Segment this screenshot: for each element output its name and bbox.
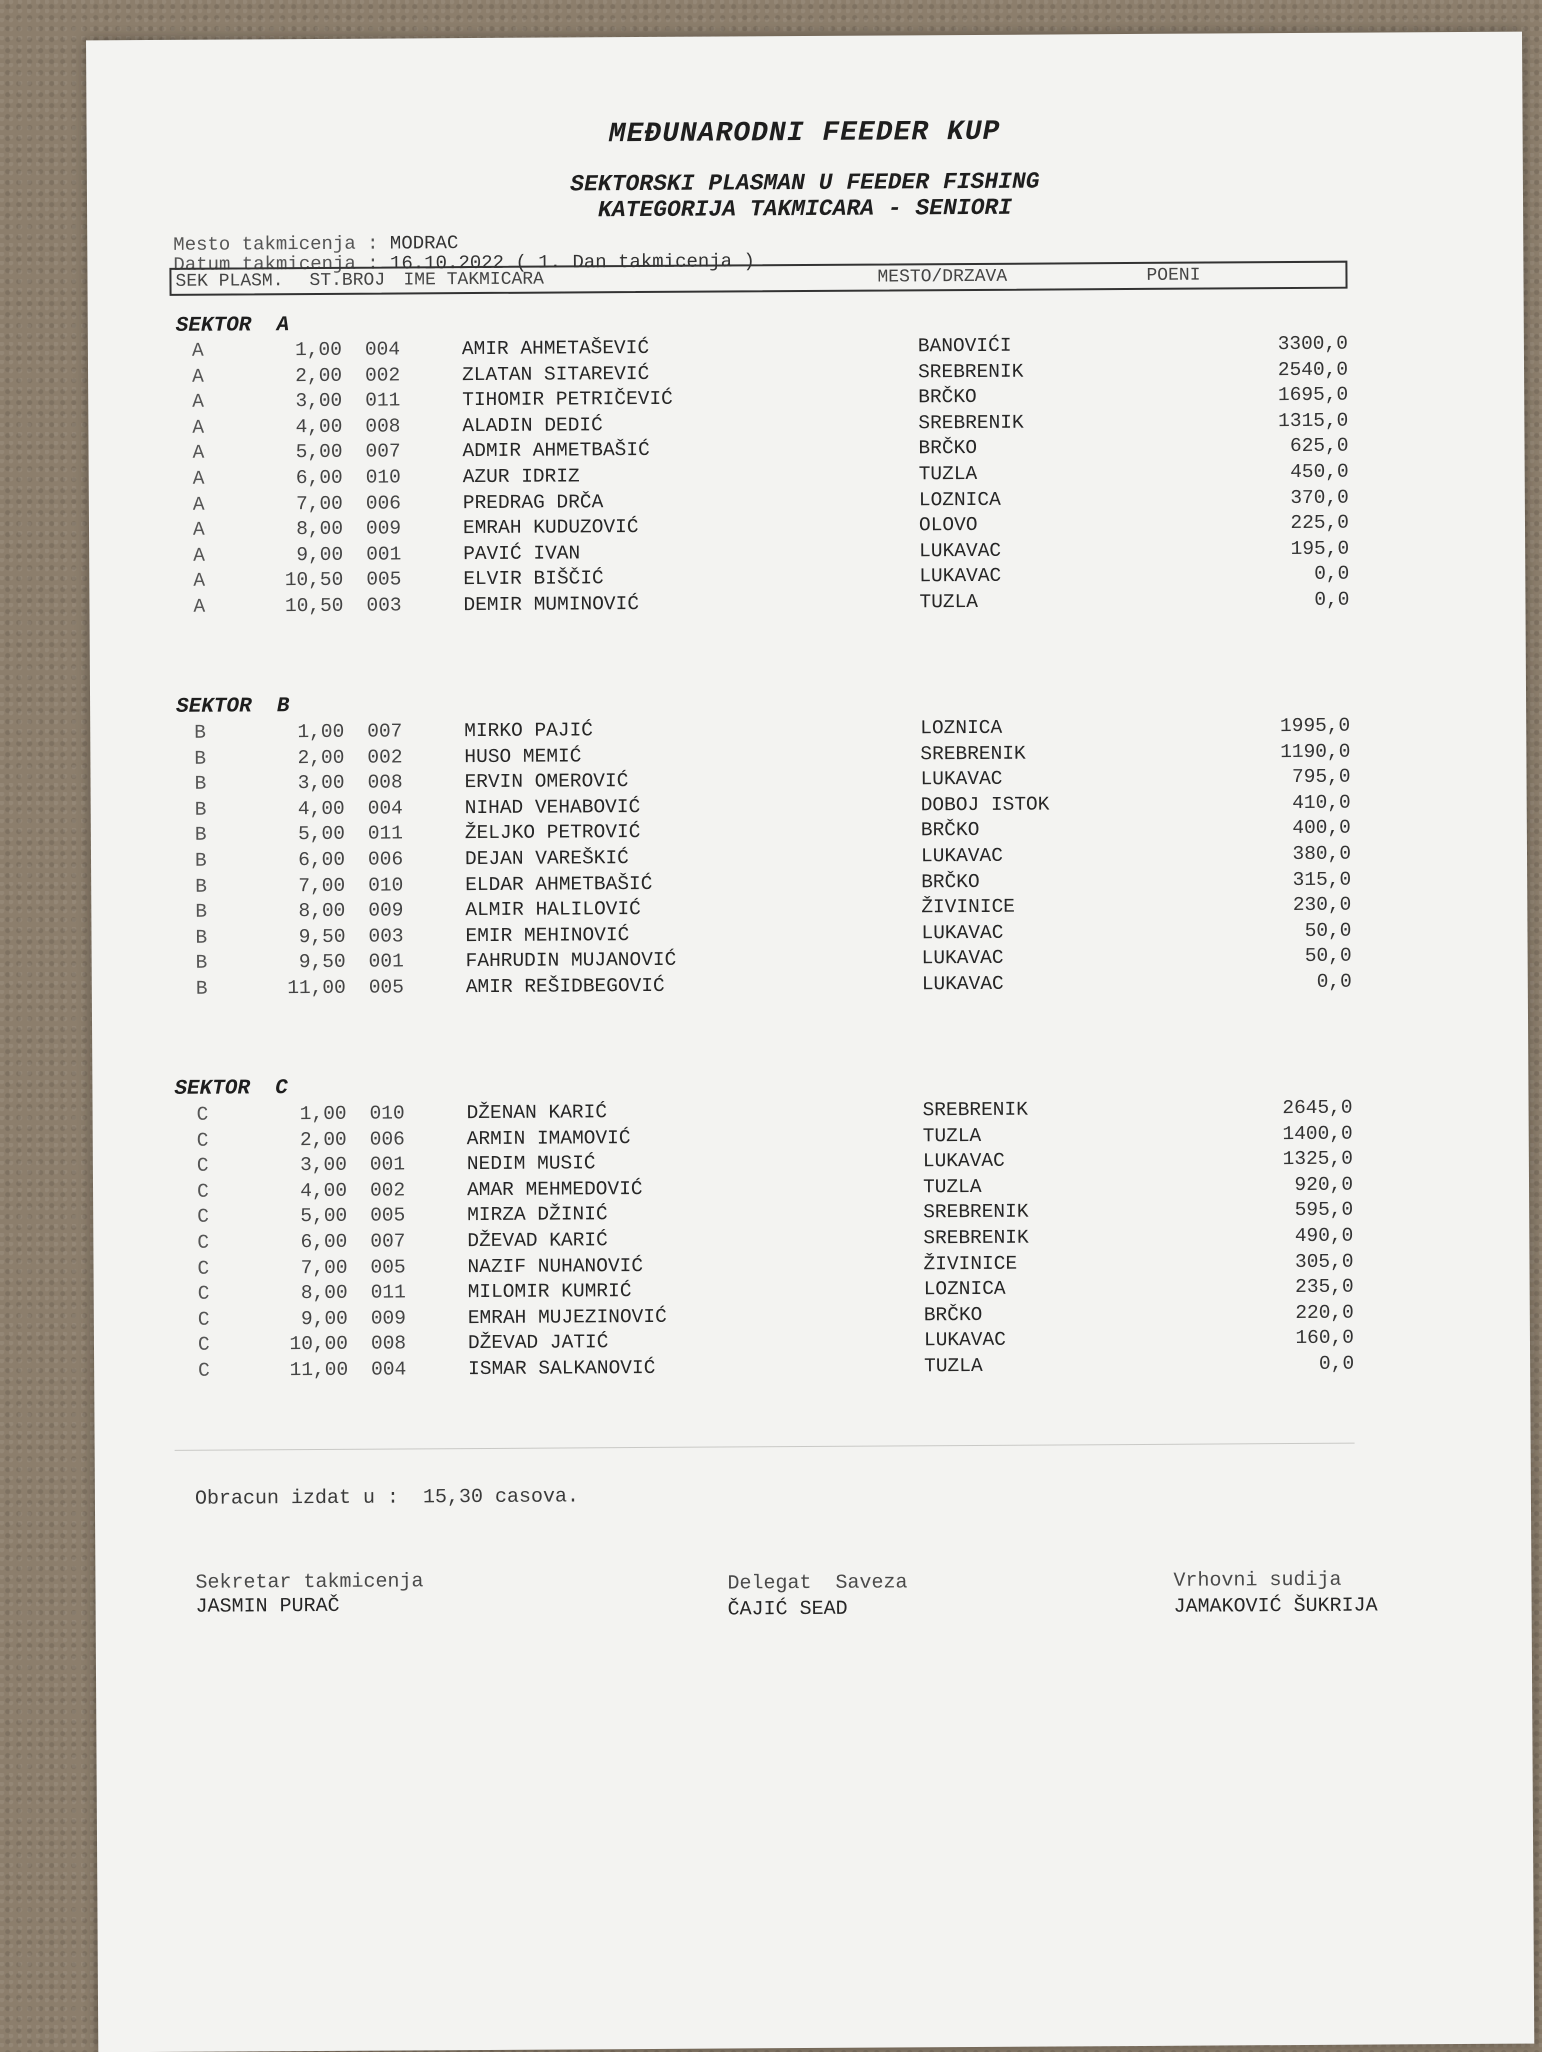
column-header — [169, 261, 1347, 296]
location-value: MODRAC — [389, 232, 459, 255]
cell-points: 50,0 — [1304, 919, 1352, 942]
cell-points: 0,0 — [1318, 1352, 1355, 1375]
cell-plasman: 3,00 — [295, 390, 343, 413]
cell-sektor: A — [192, 467, 205, 490]
cell-sektor: C — [198, 1359, 210, 1382]
cell-competitor-name: AMAR MEHMEDOVIĆ — [466, 1177, 643, 1201]
cell-place: LUKAVAC — [921, 921, 1004, 945]
cell-points: 0,0 — [1316, 970, 1352, 993]
cell-points: 795,0 — [1291, 765, 1351, 789]
cell-sektor: A — [192, 365, 204, 388]
cell-sektor: C — [197, 1257, 210, 1280]
cell-place: TUZLA — [924, 1354, 983, 1378]
cell-points: 1400,0 — [1282, 1122, 1353, 1145]
date-value: 16.10.2022 ( 1. Dan takmicenja ) — [389, 250, 755, 275]
signature-secretary-title: Sekretar takmicenja — [195, 1570, 424, 1595]
cell-competitor-name: FAHRUDIN MUJANOVIĆ — [465, 949, 677, 973]
cell-plasman: 6,00 — [300, 1230, 348, 1254]
cell-sektor: A — [193, 595, 206, 618]
cell-points: 3300,0 — [1277, 332, 1348, 356]
cell-competitor-name: DEMIR MUMINOVIĆ — [463, 592, 640, 617]
cell-start-number: 006 — [367, 848, 404, 871]
cell-place: SREBRENIK — [923, 1201, 1029, 1224]
cell-plasman: 5,00 — [295, 441, 343, 464]
cell-points: 400,0 — [1292, 817, 1351, 840]
sector-b-title: SEKTOR B — [176, 695, 290, 719]
cell-place: BRČKO — [921, 870, 980, 893]
cell-place: TUZLA — [918, 462, 978, 486]
cell-start-number: 011 — [367, 822, 404, 846]
cell-sektor: C — [196, 1180, 209, 1203]
cell-plasman: 7,00 — [300, 1256, 348, 1279]
cell-competitor-name: PREDRAG DRČA — [462, 490, 604, 514]
cell-sektor: A — [191, 339, 204, 362]
cell-start-number: 008 — [370, 1332, 407, 1356]
cell-competitor-name: NIHAD VEHABOVIĆ — [464, 795, 641, 819]
cell-plasman: 2,00 — [295, 364, 343, 387]
cell-place: LUKAVAC — [922, 1149, 1005, 1173]
cell-sektor: C — [196, 1154, 209, 1177]
cell-sektor: A — [193, 570, 206, 593]
column-sek-plasm: SEK PLASM. — [175, 271, 284, 292]
cell-competitor-name: ELDAR AHMETBAŠIĆ — [465, 872, 653, 896]
cell-place: LOZNICA — [918, 488, 1001, 511]
cell-place: BRČKO — [918, 386, 977, 409]
cell-points: 1190,0 — [1280, 740, 1351, 763]
cell-competitor-name: ZLATAN SITAREVIĆ — [461, 362, 650, 386]
cell-points: 2540,0 — [1277, 358, 1349, 381]
cell-place: LOZNICA — [920, 716, 1003, 740]
cell-plasman: 9,00 — [296, 543, 344, 566]
cell-place: LUKAVAC — [920, 844, 1004, 868]
cell-start-number: 005 — [370, 1256, 406, 1279]
cell-start-number: 011 — [370, 1281, 406, 1304]
signature-judge-title: Vrhovni sudija — [1173, 1568, 1342, 1593]
cell-competitor-name: NAZIF NUHANOVIĆ — [467, 1254, 644, 1278]
cell-plasman: 8,00 — [296, 517, 344, 541]
cell-plasman: 2,00 — [299, 1128, 347, 1151]
cell-place: TUZLA — [922, 1124, 982, 1147]
cell-sektor: A — [192, 390, 204, 413]
cell-competitor-name: TIHOMIR PETRIČEVIĆ — [462, 387, 673, 412]
cell-sektor: B — [195, 900, 208, 923]
cell-start-number: 011 — [365, 389, 401, 412]
cell-sektor: B — [194, 798, 207, 821]
cell-points: 1315,0 — [1278, 409, 1349, 432]
page-title: MEĐUNARODNI FEEDER KUP — [608, 116, 1001, 151]
cell-competitor-name: MILOMIR KUMRIĆ — [467, 1280, 632, 1304]
cell-start-number: 008 — [367, 771, 403, 794]
cell-place: TUZLA — [919, 590, 979, 614]
cell-sektor: B — [194, 849, 207, 872]
cell-competitor-name: PAVIĆ IVAN — [463, 542, 581, 565]
signature-delegate-name: ČAJIĆ SEAD — [727, 1597, 848, 1622]
cell-plasman: 5,00 — [300, 1205, 348, 1228]
cell-competitor-name: ARMIN IMAMOVIĆ — [466, 1126, 631, 1150]
cell-points: 0,0 — [1314, 588, 1350, 611]
cell-sektor: C — [197, 1206, 209, 1229]
cell-place: LOZNICA — [923, 1277, 1006, 1301]
location-label: Mesto takmicenja : — [173, 232, 390, 256]
page-subtitle: SEKTORSKI PLASMAN U FEEDER FISHING — [570, 168, 1040, 198]
cell-sektor: A — [192, 518, 205, 541]
cell-sektor: A — [192, 493, 205, 516]
cell-plasman: 3,00 — [297, 772, 345, 795]
date-label: Datum takmicenja : — [173, 252, 391, 276]
cell-competitor-name: MIRZA DŽINIĆ — [467, 1203, 608, 1227]
cell-points: 230,0 — [1292, 893, 1352, 917]
cell-plasman: 3,00 — [300, 1154, 347, 1177]
cell-points: 305,0 — [1294, 1250, 1354, 1273]
cell-start-number: 005 — [370, 1204, 406, 1228]
cell-place: LUKAVAC — [921, 972, 1004, 996]
cell-points: 1995,0 — [1279, 714, 1351, 738]
cell-competitor-name: AZUR IDRIZ — [462, 465, 580, 489]
cell-plasman: 7,00 — [298, 874, 346, 897]
cell-competitor-name: ŽELJKO PETROVIĆ — [464, 821, 641, 845]
cell-plasman: 10,00 — [289, 1333, 349, 1356]
cell-sektor: A — [193, 544, 205, 567]
cell-start-number: 001 — [369, 1153, 406, 1176]
signature-delegate-title: Delegat Saveza — [727, 1571, 908, 1596]
cell-start-number: 002 — [367, 746, 403, 769]
cell-points: 920,0 — [1294, 1173, 1354, 1196]
cell-competitor-name: DEJAN VAREŠKIĆ — [464, 847, 629, 871]
cell-sektor: C — [196, 1129, 209, 1152]
cell-competitor-name: ADMIR AHMETBAŠIĆ — [462, 439, 650, 463]
cell-start-number: 005 — [366, 568, 402, 592]
cell-start-number: 009 — [370, 1307, 407, 1330]
cell-sektor: A — [192, 442, 205, 465]
cell-competitor-name: EMRAH KUDUZOVIĆ — [462, 516, 639, 540]
cell-place: SREBRENIK — [920, 742, 1026, 765]
sector-a-title: SEKTOR A — [175, 314, 290, 338]
cell-place: OLOVO — [918, 514, 978, 537]
cell-plasman: 10,50 — [284, 569, 344, 592]
cell-start-number: 006 — [365, 492, 402, 515]
cell-start-number: 001 — [368, 950, 404, 974]
cell-points: 2645,0 — [1282, 1096, 1353, 1120]
cell-points: 50,0 — [1304, 945, 1352, 968]
cell-place: ŽIVINICE — [921, 895, 1016, 919]
sector-c-title: SEKTOR C — [174, 1077, 288, 1101]
cell-place: BANOVIĆI — [917, 334, 1012, 358]
cell-start-number: 006 — [369, 1128, 405, 1151]
cell-points: 195,0 — [1290, 537, 1350, 560]
cell-sektor: B — [194, 747, 207, 770]
column-st-broj: ST.BROJ — [309, 270, 386, 292]
cell-competitor-name: ERVIN OMEROVIĆ — [464, 770, 629, 794]
cell-plasman: 9,50 — [298, 925, 346, 948]
cell-points: 625,0 — [1289, 435, 1349, 458]
cell-start-number: 010 — [369, 1102, 405, 1125]
cell-plasman: 9,50 — [298, 951, 346, 974]
cell-competitor-name: DŽEVAD JATIĆ — [467, 1331, 609, 1355]
cell-start-number: 004 — [367, 797, 403, 820]
footer-divider — [175, 1443, 1355, 1451]
cell-place: TUZLA — [922, 1175, 982, 1199]
cell-place: BRČKO — [920, 819, 980, 842]
cell-sektor: C — [197, 1308, 210, 1331]
cell-place: SREBRENIK — [918, 411, 1024, 435]
cell-plasman: 10,50 — [284, 594, 344, 618]
cell-start-number: 007 — [367, 720, 403, 743]
cell-points: 380,0 — [1292, 842, 1352, 865]
cell-competitor-name: ISMAR SALKANOVIĆ — [468, 1356, 656, 1381]
column-ime: IME TAKMICARA — [403, 269, 544, 291]
cell-place: SREBRENIK — [917, 360, 1024, 383]
cell-place: LUKAVAC — [920, 767, 1003, 791]
signature-secretary-name: JASMIN PURAČ — [195, 1594, 340, 1619]
cell-place: LUKAVAC — [919, 539, 1002, 563]
cell-sektor: B — [195, 926, 208, 949]
cell-plasman: 4,00 — [297, 797, 345, 820]
signature-judge-name: JAMAKOVIĆ ŠUKRIJA — [1173, 1594, 1378, 1619]
cell-start-number: 009 — [365, 517, 402, 540]
cell-sektor: C — [196, 1103, 209, 1126]
cell-competitor-name: EMRAH MUJEZINOVIĆ — [467, 1305, 667, 1329]
cell-start-number: 008 — [365, 415, 401, 438]
cell-sektor: B — [195, 875, 207, 898]
cell-plasman: 6,00 — [295, 466, 343, 490]
cell-points: 410,0 — [1292, 791, 1351, 814]
cell-plasman: 11,00 — [287, 976, 346, 1000]
cell-start-number: 002 — [369, 1179, 406, 1202]
cell-points: 1695,0 — [1277, 383, 1349, 407]
issued-time: Obracun izdat u : 15,30 casova. — [194, 1485, 580, 1511]
cell-points: 450,0 — [1290, 460, 1349, 484]
cell-start-number: 009 — [368, 899, 404, 922]
column-mesto: MESTO/DRZAVA — [877, 266, 1008, 288]
sector-c-rows — [93, 1096, 1531, 1386]
column-poeni: POENI — [1146, 265, 1201, 286]
cell-points: 235,0 — [1295, 1275, 1354, 1299]
sector-a-rows — [88, 332, 1526, 622]
cell-start-number: 004 — [371, 1358, 407, 1381]
cell-start-number: 007 — [370, 1230, 406, 1253]
cell-start-number: 002 — [364, 364, 401, 387]
cell-sektor: B — [194, 772, 207, 795]
cell-start-number: 003 — [366, 594, 402, 617]
cell-plasman: 1,00 — [295, 338, 342, 362]
cell-competitor-name: EMIR MEHINOVIĆ — [465, 923, 630, 947]
cell-competitor-name: AMIR AHMETAŠEVIĆ — [461, 336, 650, 361]
cell-competitor-name: HUSO MEMIĆ — [464, 744, 582, 768]
cell-points: 0,0 — [1314, 563, 1350, 586]
cell-plasman: 2,00 — [297, 746, 345, 769]
cell-place: ŽIVINICE — [923, 1252, 1018, 1275]
cell-start-number: 001 — [366, 543, 402, 566]
cell-plasman: 4,00 — [300, 1179, 348, 1202]
cell-place: LUKAVAC — [919, 565, 1002, 588]
sector-b-rows — [90, 714, 1528, 1004]
cell-points: 160,0 — [1295, 1327, 1355, 1350]
cell-place: LUKAVAC — [921, 947, 1004, 970]
cell-sektor: B — [194, 721, 207, 744]
cell-points: 370,0 — [1290, 486, 1349, 509]
cell-place: BRČKO — [918, 437, 978, 460]
cell-points: 1325,0 — [1282, 1147, 1353, 1171]
cell-start-number: 010 — [368, 874, 404, 897]
results-sheet — [86, 32, 1534, 2052]
cell-points: 225,0 — [1290, 511, 1350, 535]
cell-sektor: A — [192, 416, 205, 439]
cell-competitor-name: DŽENAN KARIĆ — [466, 1101, 608, 1125]
cell-plasman: 9,00 — [300, 1307, 348, 1330]
cell-plasman: 6,00 — [298, 848, 346, 872]
cell-place: LUKAVAC — [923, 1329, 1006, 1352]
cell-points: 490,0 — [1294, 1224, 1354, 1247]
cell-competitor-name: MIRKO PAJIĆ — [464, 719, 594, 743]
cell-plasman: 1,00 — [299, 1102, 347, 1126]
cell-start-number: 007 — [365, 440, 401, 464]
category-subtitle: KATEGORIJA TAKMICARA - SENIORI — [597, 194, 1013, 224]
cell-start-number: 004 — [364, 338, 401, 361]
cell-place: DOBOJ ISTOK — [920, 793, 1050, 817]
cell-start-number: 005 — [368, 976, 404, 999]
cell-plasman: 5,00 — [297, 823, 345, 846]
cell-competitor-name: AMIR REŠIDBEGOVIĆ — [465, 974, 665, 999]
cell-points: 315,0 — [1292, 868, 1352, 891]
cell-competitor-name: ALADIN DEDIĆ — [462, 414, 603, 437]
cell-points: 595,0 — [1294, 1199, 1354, 1222]
cell-sektor: C — [197, 1333, 210, 1357]
cell-plasman: 8,00 — [298, 899, 346, 923]
cell-plasman: 11,00 — [289, 1358, 349, 1382]
cell-plasman: 7,00 — [295, 492, 343, 515]
cell-sektor: C — [197, 1231, 210, 1254]
cell-sektor: C — [197, 1282, 210, 1305]
cell-start-number: 003 — [368, 925, 404, 948]
cell-competitor-name: NEDIM MUSIĆ — [466, 1152, 596, 1176]
cell-competitor-name: ALMIR HALILOVIĆ — [465, 898, 641, 922]
cell-sektor: B — [195, 977, 208, 1000]
cell-sektor: B — [195, 952, 208, 975]
cell-points: 220,0 — [1295, 1301, 1354, 1324]
cell-plasman: 1,00 — [297, 720, 345, 744]
cell-sektor: B — [194, 824, 207, 847]
cell-place: SREBRENIK — [923, 1226, 1029, 1250]
cell-competitor-name: ELVIR BIŠČIĆ — [463, 567, 604, 591]
cell-plasman: 4,00 — [295, 415, 343, 438]
cell-place: SREBRENIK — [922, 1098, 1028, 1122]
cell-plasman: 8,00 — [300, 1281, 348, 1305]
cell-competitor-name: DŽEVAD KARIĆ — [467, 1229, 608, 1253]
cell-place: BRČKO — [923, 1303, 983, 1327]
cell-start-number: 010 — [365, 466, 401, 489]
